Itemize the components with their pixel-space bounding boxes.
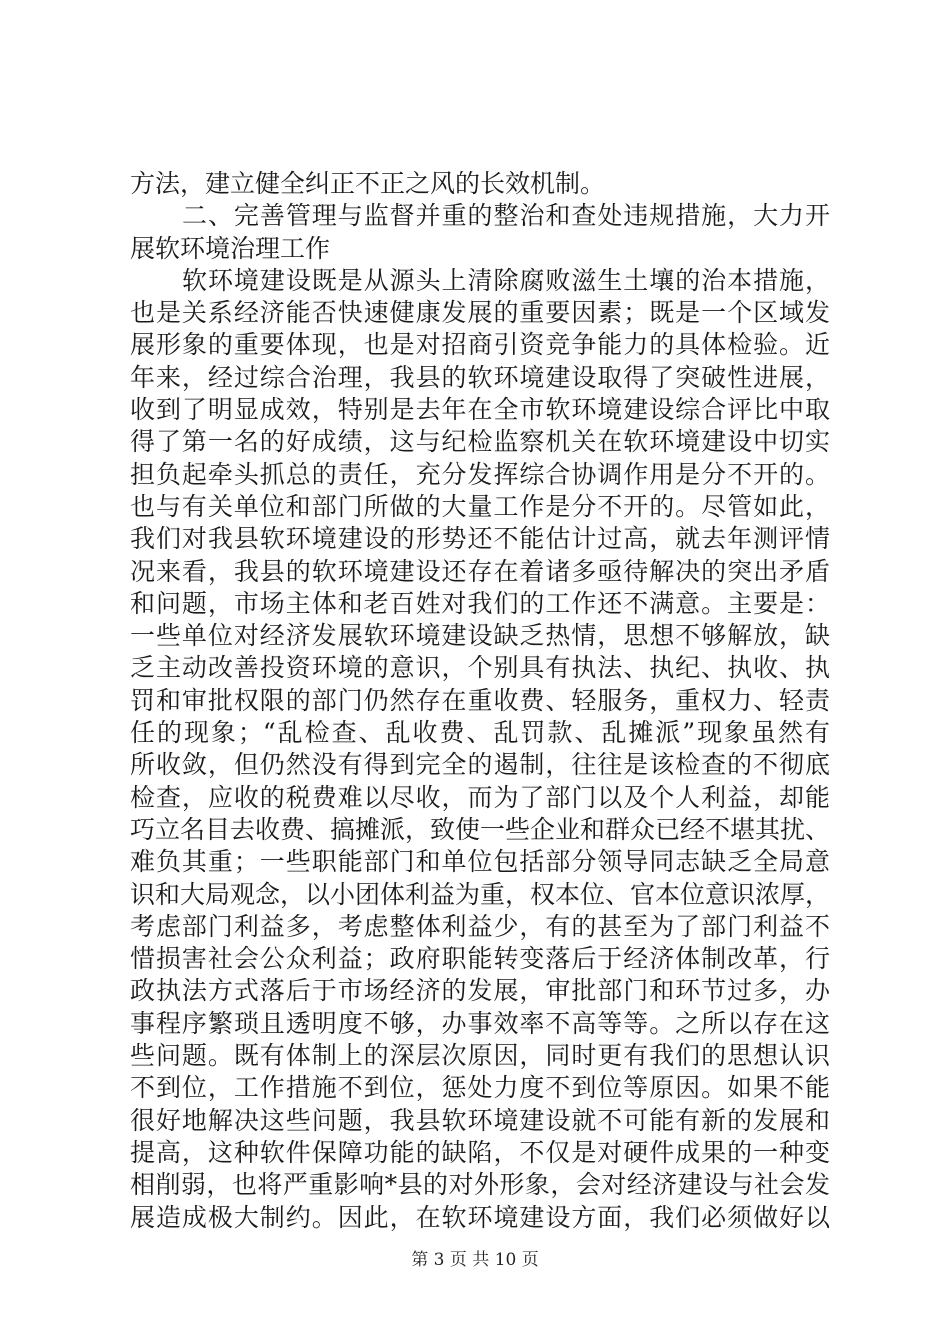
paragraph-3-line: 乏主动改善投资环境的意识，个别具有执法、执纪、执收、执 bbox=[130, 653, 830, 683]
section-heading-line: 二、完善管理与监督并重的整治和查处违规措施，大力开 bbox=[182, 201, 830, 231]
section-heading-line: 展软环境治理工作 bbox=[130, 233, 331, 263]
paragraph-3-line: 我们对我县软环境建设的形势还不能估计过高，就去年测评情 bbox=[130, 524, 830, 554]
paragraph-3-line: 不到位，工作措施不到位，惩处力度不到位等原因。如果不能 bbox=[130, 1073, 830, 1103]
paragraph-3-line: 担负起牵头抓总的责任，充分发挥综合协调作用是分不开的。 bbox=[130, 459, 830, 489]
paragraph-3-line: 惜损害社会公众利益；政府职能转变落后于经济体制改革，行 bbox=[130, 944, 830, 974]
paragraph-3-line: 识和大局观念，以小团体利益为重，权本位、官本位意识浓厚， bbox=[130, 879, 831, 909]
paragraph-3-line: 也是关系经济能否快速健康发展的重要因素；既是一个区域发 bbox=[130, 298, 830, 328]
paragraph-3-line: 政执法方式落后于市场经济的发展，审批部门和环节过多，办 bbox=[130, 976, 830, 1006]
paragraph-3-line: 软环境建设既是从源头上清除腐败滋生土壤的治本措施， bbox=[182, 265, 830, 295]
body-text bbox=[130, 168, 830, 1234]
paragraph-3-line: 巧立名目去收费、搞摊派，致使一些企业和群众已经不堪其扰、 bbox=[130, 814, 831, 844]
paragraph-3-line: 也与有关单位和部门所做的大量工作是分不开的。尽管如此， bbox=[130, 491, 830, 521]
paragraph-3-line: 相削弱，也将严重影响*县的对外形象，会对经济建设与社会发 bbox=[130, 1170, 830, 1200]
paragraph-3-line: 任的现象；“乱检查、乱收费、乱罚款、乱摊派”现象虽然有 bbox=[130, 718, 830, 748]
paragraph-3-line: 一些单位对经济发展软环境建设缺乏热情，思想不够解放，缺 bbox=[130, 621, 830, 651]
paragraph-3-line: 展造成极大制约。因此，在软环境建设方面，我们必须做好以 bbox=[130, 1202, 830, 1232]
paragraph-3-line: 考虑部门利益多，考虑整体利益少，有的甚至为了部门利益不 bbox=[130, 911, 830, 941]
paragraph-3-line: 收到了明显成效，特别是去年在全市软环境建设综合评比中取 bbox=[130, 395, 830, 425]
page-footer: 第 3 页 共 10 页 bbox=[411, 1250, 539, 1270]
paragraph-3-line: 罚和审批权限的部门仍然存在重收费、轻服务，重权力、轻责 bbox=[130, 685, 830, 715]
paragraph-3-line: 很好地解决这些问题，我县软环境建设就不可能有新的发展和 bbox=[130, 1105, 830, 1135]
paragraph-3-line: 些问题。既有体制上的深层次原因，同时更有我们的思想认识 bbox=[130, 1041, 830, 1071]
paragraph-3-line: 提高，这种软件保障功能的缺陷，不仅是对硬件成果的一种变 bbox=[130, 1137, 830, 1167]
paragraph-3-line: 和问题，市场主体和老百姓对我们的工作还不满意。主要是： bbox=[130, 588, 830, 618]
paragraph-3-line: 难负其重；一些职能部门和单位包括部分领导同志缺乏全局意 bbox=[130, 847, 830, 877]
paragraph-3-line: 事程序繁琐且透明度不够，办事效率不高等等。之所以存在这 bbox=[130, 1008, 830, 1038]
paragraph-3 bbox=[130, 265, 830, 1234]
paragraph-3-line: 年来，经过综合治理，我县的软环境建设取得了突破性进展， bbox=[130, 362, 830, 392]
paragraph-3-line: 所收敛，但仍然没有得到完全的遏制，往往是该检查的不彻底 bbox=[130, 750, 830, 780]
paragraph-1-line: 方法，建立健全纠正不正之风的长效机制。 bbox=[130, 169, 606, 198]
paragraph-3-line: 况来看，我县的软环境建设还存在着诸多亟待解决的突出矛盾 bbox=[130, 556, 830, 586]
paragraph-3-line: 得了第一名的好成绩，这与纪检监察机关在软环境建设中切实 bbox=[130, 427, 830, 457]
paragraph-3-line: 展形象的重要体现，也是对招商引资竞争能力的具体检验。近 bbox=[130, 330, 830, 360]
paragraph-3-line: 检查，应收的税费难以尽收，而为了部门以及个人利益，却能 bbox=[130, 782, 830, 812]
